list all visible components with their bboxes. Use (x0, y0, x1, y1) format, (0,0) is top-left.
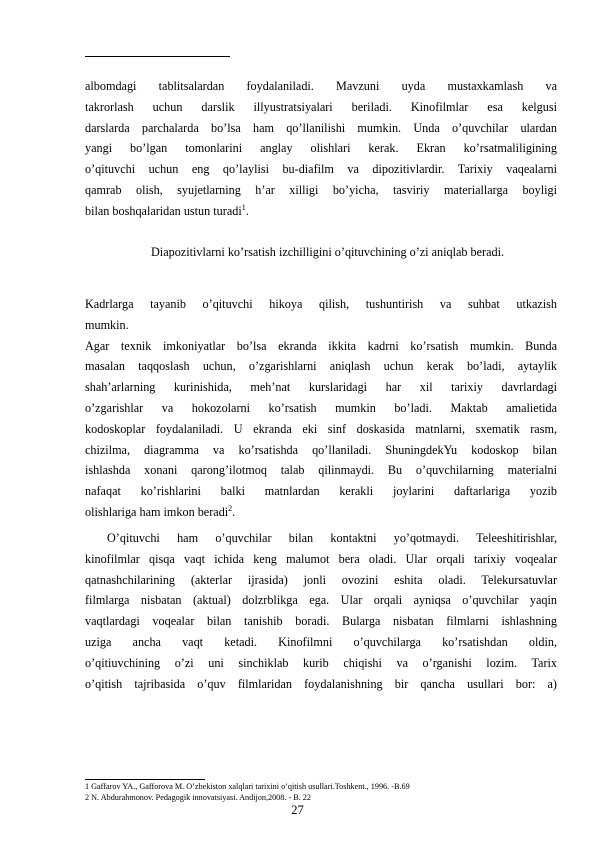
page-number: 27 (291, 803, 304, 817)
text-line: O’qituvchi ham o’quvchilar bilan kontaktni yo’qotmaydi. Teleeshitirishlar, (107, 531, 557, 545)
text-line: kinofilmlar qisqa vaqt ichida keng malumot bera oladi. Ular orqali tarixiy voqealar (85, 551, 557, 566)
paragraph-4 (85, 528, 557, 694)
text-line-with-footnote (85, 502, 557, 523)
text-line: nafaqat ko’rishlarini balki matnlardan kerakli joylarini daftarlariga yozib (85, 484, 557, 499)
text-line: albomdagi tablitsalardan foydalaniladi. Mavzuni uyda mustaxkamlash va (85, 79, 557, 93)
text-line: qatnashchilarining (akterlar ijrasida) jonli ovozini eshita oladi. Telekursatuvlar (85, 572, 557, 587)
text-line: o’qituvchi uchun eng qo’laylisi bu-diafilm va dipozitivlardir. Tarixiy vaqealarni (85, 162, 557, 177)
text-line: kodoskoplar foydalaniladi. U ekranda eki sinf doskasida matnlarni, sxematik rasm, (85, 421, 557, 436)
sentence-end: . (232, 504, 236, 519)
footnote-reference[interactable]: 1 (241, 202, 246, 212)
text-line: yangi bo’lgan tomonlarini anglay olishlari kerak. Ekran ko’rsatmaliligining (85, 141, 557, 156)
text-line: bilan boshqalaridan ustun turadi (85, 203, 242, 218)
paragraph-1 (85, 76, 557, 222)
text-line: shah’arlarning kurinishida, meh’nat kurslaridagi har xil tarixiy davrlardagi (85, 380, 557, 395)
paragraph-3 (85, 294, 557, 523)
footnotes (85, 782, 565, 803)
text-line: qamrab olish, syujetlarning h’ar xilligi bo’yicha, tasviriy materiallarga boyligi (85, 182, 557, 197)
text-line: darslarda parchalarda bo’lsa ham qo’llanilishi mumkin. Unda o’quvchilar ulardan (85, 120, 557, 135)
top-separator-rule (85, 56, 230, 57)
text-line: ishlashda xonani qarong’ilotmoq talab qilinmaydi. Bu o’quvchilarning materialni (85, 463, 557, 478)
footnote-reference[interactable]: 2 (228, 503, 233, 513)
text-line: chizilma, diagramma va ko’rsatishda qo’llaniladi. ShuningdekYu kodoskop bilan (85, 442, 557, 457)
footnote-separator-rule (85, 779, 205, 780)
text-line: mumkin. (85, 317, 129, 332)
text-line: masalan taqqoslash uchun, o’zgarishlarni aniqlash uchun kerak bo’ladi, aytaylik (85, 359, 557, 374)
text-line: uziga ancha vaqt ketadi. Kinofilmni o’quvchilarga ko’rsatishdan oldin, (85, 634, 557, 649)
sentence-end: . (245, 203, 249, 218)
text-line: Diapozitivlarni ko’rsatish izchilligini o’qituvchining o’zi aniqlab beradi. (151, 245, 505, 259)
text-line: vaqtlardagi voqealar bilan tanishib boradi. Bularga nisbatan filmlarni ishlashning (85, 614, 557, 629)
paragraph-2 (85, 242, 595, 263)
text-line: o’qitiuvchining o’zi uni sinchiklab kurib chiqishi va o’rganishi lozim. Tarix (85, 655, 557, 670)
text-line: Agar texnik imkoniyatlar bo’lsa ekranda ikkita kadrni ko’rsatish mumkin. Bunda (85, 338, 557, 353)
text-line-with-footnote (85, 201, 557, 222)
text-line: olishlariga ham imkon beradi (85, 504, 229, 519)
text-line: o’qitish tajribasida o’quv filmlaridan foydalanishning bir qancha usullari bor: a) (85, 676, 557, 691)
text-line: Kadrlarga tayanib o’qituvchi hikoya qilish, tushuntirish va suhbat utkazish (85, 297, 557, 311)
text-line: o’zgarishlar va hokozolarni ko’rsatish mumkin bo’ladi. Maktab amalietida (85, 400, 557, 415)
footnote-1: 1 Gaffarov YA., Gafforova M. O’zbekiston xalqlari tarixini o’qitish usullari.Toshkent., 1996. -B.69 (85, 782, 410, 791)
footnote-2: 2 N. Abdurahmonov. Pedagogik innovatsiyasi. Andijon,2008. - B. 22 (85, 792, 311, 802)
text-line: takrorlash uchun darslik illyustratsiyalari beriladi. Kinofilmlar esa kelgusi (85, 99, 557, 114)
text-line: filmlarga nisbatan (aktual) dolzrblikga ega. Ular orqali ayniqsa o’quvchilar yaqin (85, 593, 557, 608)
